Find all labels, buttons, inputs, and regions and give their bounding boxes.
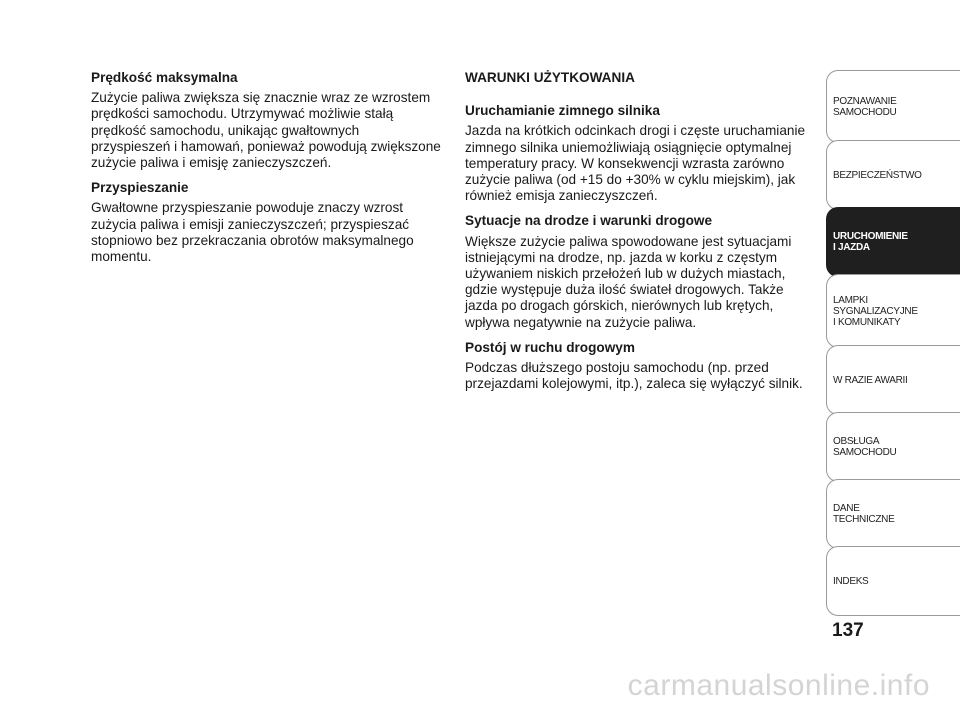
section-text-road-conditions: Większe zużycie paliwa spowodowane jest sytuacjami istniejącymi na drodze, np. jazda w korku z częstym używaniem niskich przełożeń lub w dużych miastach, gdzie występuje duża ilość świateł drogowych. Także jazda po drogach górskich, nierównych lub krętych, wpływa negatywnie na zużycie paliwa. <box>465 233 792 330</box>
section-text-max-speed: Zużycie paliwa zwiększa się znacznie wraz ze wzrostem prędkości samochodu. Utrzymywać możliwie stałą prędkość samochodu, unikając gwałtownych przyspieszeń i hamowań, ponieważ powodują zwiększone zużycie paliwa i emisję zanieczyszczeń. <box>91 90 441 171</box>
section-heading-road-conditions: Sytuacje na drodze i warunki drogowe <box>465 213 713 229</box>
watermark: carmanualsonline.info <box>627 669 930 702</box>
section-heading-acceleration: Przyspieszanie <box>91 180 189 196</box>
section-text-acceleration: Gwałtowne przyspieszanie powoduje znaczy wzrost zużycia paliwa i emisji zanieczyszczeń; przyspieszać stopniowo bez przekraczania obrotów maksymalnego momentu. <box>91 200 414 265</box>
section-heading-stop-in-traffic: Postój w ruchu drogowym <box>465 339 635 355</box>
tab-obsluga-samochodu[interactable]: OBSŁUGA SAMOCHODU <box>826 412 960 482</box>
tab-indeks[interactable]: INDEKS <box>826 546 960 616</box>
tab-uruchomienie-i-jazda[interactable]: URUCHOMIENIE I JAZDA <box>826 207 960 277</box>
tab-poznawanie-samochodu[interactable]: POZNAWANIE SAMOCHODU <box>826 70 960 143</box>
section-text-stop-in-traffic: Podczas dłuższego postoju samochodu (np. przed przejazdami kolejowymi, itp.), zaleca się wyłączyć silnik. <box>465 360 803 392</box>
section-heading-cold-start: Uruchamianie zimnego silnika <box>465 103 660 119</box>
middle-column <box>465 70 810 401</box>
tab-dane-techniczne[interactable]: DANE TECHNICZNE <box>826 479 960 549</box>
chapter-title: WARUNKI UŻYTKOWANIA <box>465 70 635 85</box>
tab-bezpieczenstwo[interactable]: BEZPIECZEŃSTWO <box>826 140 960 210</box>
left-column <box>91 70 441 274</box>
tab-lampki-sygnalizacyjne[interactable]: LAMPKI SYGNALIZACYJNE I KOMUNIKATY <box>826 274 960 348</box>
section-heading-max-speed: Prędkość maksymalna <box>91 70 238 85</box>
section-text-cold-start: Jazda na krótkich odcinkach drogi i częste uruchamianie zimnego silnika uniemożliwiają osiągnięcie optymalnej temperatury pracy. W konsekwencji wzrasta zarówno zużycie paliwa (od +15 do +30% w cyklu miejskim), jak również emisja zanieczyszczeń. <box>465 123 806 204</box>
page-number <box>828 620 908 642</box>
page-number-value: 137 <box>832 620 864 641</box>
tab-w-razie-awarii[interactable]: W RAZIE AWARII <box>826 345 960 415</box>
